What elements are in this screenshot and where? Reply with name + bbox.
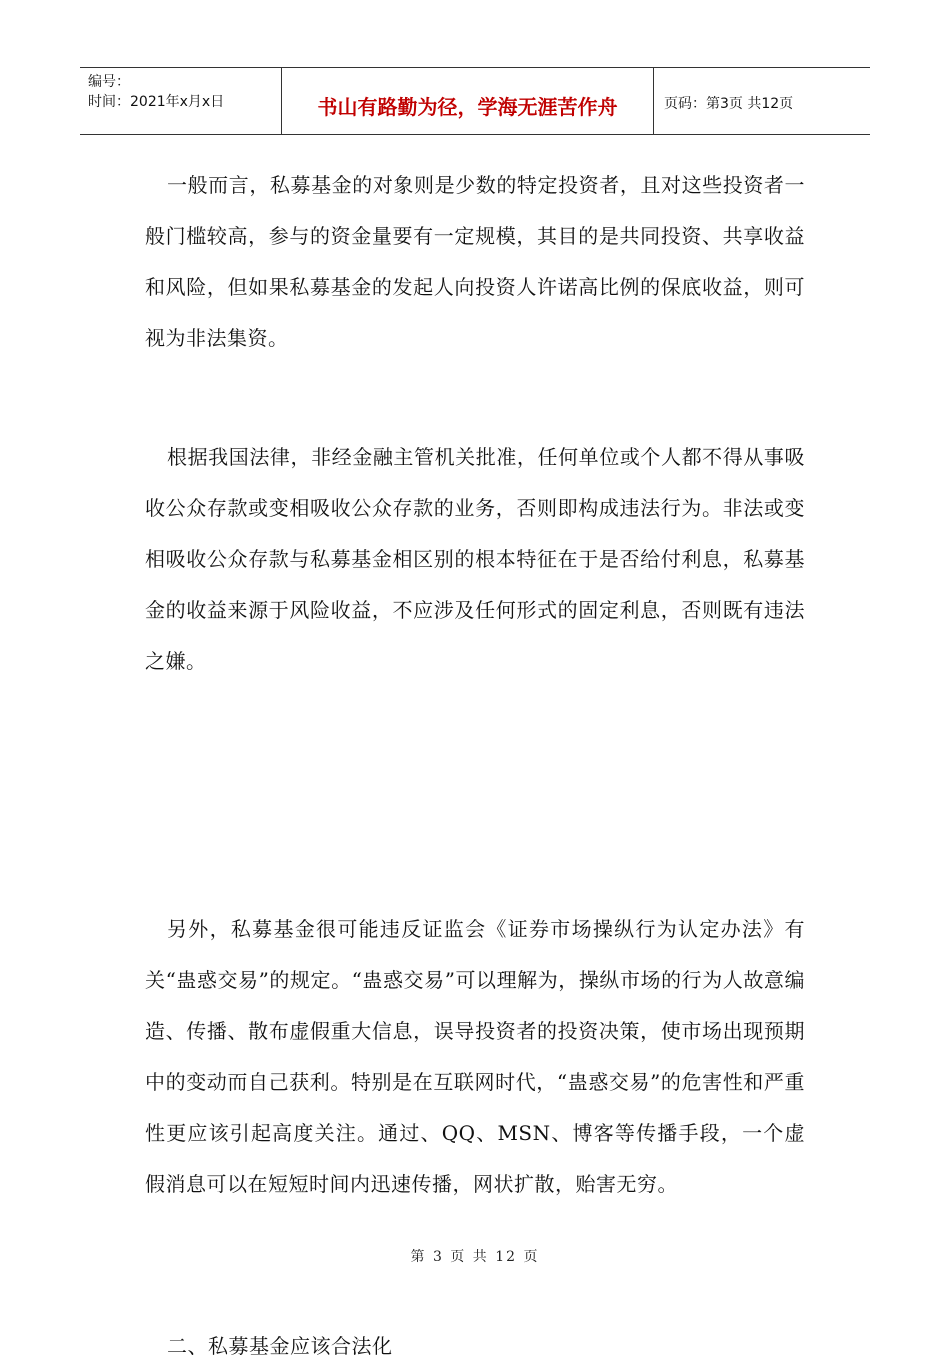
header-motto: 书山有路勤为径，学海无涯苦作舟 xyxy=(282,68,654,134)
body-paragraph-3: 另外，私募基金很可能违反证监会《证券市场操纵行为认定办法》有关“蛊惑交易”的规定。“蛊惑交易”可以理解为，操纵市场的行为人故意编造、传播、散布虚假重大信息，误导投资者的投资决策，使市场出现预期中的变动而自己获利。特别是在互联网时代，“蛊惑交易”的危害性和严重性更应该引起高度关注。通过、QQ、MSN、博客等传播手段，一个虚假消息可以在短短时间内迅速传播，网状扩散，贻害无穷。 xyxy=(145,917,805,1196)
body-paragraph-2: 根据我国法律，非经金融主管机关批准，任何单位或个人都不得从事吸收公众存款或变相吸收公众存款的业务，否则即构成违法行为。非法或变相吸收公众存款与私募基金相区别的根本特征在于是否给付利息，私募基金的收益来源于风险收益，不应涉及任何形式的固定利息，否则既有违法之嫌。 xyxy=(145,445,805,673)
page-footer: 第 3 页 共 12 页 xyxy=(410,1249,540,1265)
section-heading: 二、私募基金应该合法化 xyxy=(167,1334,393,1358)
header-meta xyxy=(80,68,282,134)
header-date-label: 时间：2021年x月x日 xyxy=(88,94,225,110)
header-page-info: 页码：第3页 共12页 xyxy=(664,96,794,112)
body-paragraph-1: 一般而言，私募基金的对象则是少数的特定投资者，且对这些投资者一般门槛较高，参与的资金量要有一定规模，其目的是共同投资、共享收益和风险，但如果私募基金的发起人向投资人许诺高比例的保底收益，则可视为非法集资。 xyxy=(145,173,805,350)
document-header xyxy=(80,67,870,135)
header-number-label: 编号： xyxy=(88,74,130,90)
